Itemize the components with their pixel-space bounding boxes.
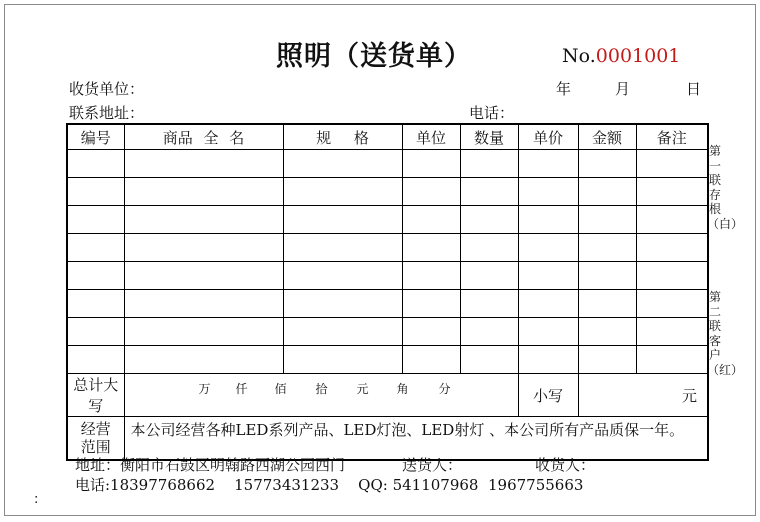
table-cell[interactable]: [402, 346, 460, 374]
table-cell[interactable]: [67, 318, 124, 346]
table-row: [67, 346, 708, 374]
copy-label-customer: 第二联客户（红）: [707, 290, 744, 377]
table-cell[interactable]: [636, 234, 708, 262]
table-row: [67, 262, 708, 290]
total-amount-field[interactable]: [124, 374, 518, 417]
col-header: 数量: [460, 124, 518, 150]
table-cell[interactable]: [124, 206, 283, 234]
document-title: 照明（送货单）: [276, 41, 472, 72]
total-row: [67, 374, 708, 417]
table-cell[interactable]: [518, 206, 578, 234]
small-amount-field[interactable]: 元: [578, 374, 708, 417]
table-cell[interactable]: [636, 262, 708, 290]
table-cell[interactable]: [636, 318, 708, 346]
table-cell[interactable]: [460, 178, 518, 206]
table-cell[interactable]: [518, 290, 578, 318]
small-label: 小写: [518, 374, 578, 417]
table-row: [67, 178, 708, 206]
table-cell[interactable]: [124, 346, 283, 374]
table-cell[interactable]: [636, 290, 708, 318]
table-cell[interactable]: [283, 178, 402, 206]
table-cell[interactable]: [283, 290, 402, 318]
table-cell[interactable]: [578, 206, 636, 234]
table-cell[interactable]: [518, 318, 578, 346]
col-header: 商品 全 名: [124, 124, 283, 150]
total-label: 总计大写: [67, 374, 124, 417]
serial-prefix: No.: [562, 45, 596, 67]
month-label: 月: [615, 80, 631, 98]
recipient-label: 收货单位：: [69, 80, 145, 98]
col-header: 单位: [402, 124, 460, 150]
table-cell[interactable]: [460, 346, 518, 374]
table-cell[interactable]: [402, 206, 460, 234]
table-cell[interactable]: [124, 290, 283, 318]
receiver-label: 收货人：: [535, 456, 596, 474]
scope-text: 本公司经营各种LED系列产品、LED灯泡、LED射灯 、本公司所有产品质保一年。: [124, 417, 708, 461]
scope-label-line: 范围: [80, 438, 111, 456]
table-cell[interactable]: [518, 262, 578, 290]
table-cell[interactable]: [67, 346, 124, 374]
table-cell[interactable]: [460, 318, 518, 346]
table-cell[interactable]: [124, 178, 283, 206]
table-cell[interactable]: [67, 290, 124, 318]
col-header: 规 格: [283, 124, 402, 150]
table-cell[interactable]: [518, 178, 578, 206]
unit-wan: 万: [198, 382, 211, 396]
col-header: 单价: [518, 124, 578, 150]
col-header: 编号: [67, 124, 124, 150]
table-cell[interactable]: [578, 290, 636, 318]
table-cell[interactable]: [283, 150, 402, 178]
table-row: [67, 150, 708, 178]
table-cell[interactable]: [124, 234, 283, 262]
unit-yuan: 元: [356, 382, 369, 396]
phone-label: 电话：: [469, 104, 515, 122]
table-cell[interactable]: [402, 150, 460, 178]
table-cell[interactable]: [636, 178, 708, 206]
table-cell[interactable]: [636, 206, 708, 234]
footer-phone-line: 电话:18397768662 15773431233 QQ: 541107968 1967755663: [75, 476, 584, 494]
corner-mark: :: [34, 492, 39, 507]
unit-jiao: 角: [396, 382, 409, 396]
day-label: 日: [686, 80, 702, 98]
table-cell[interactable]: [636, 150, 708, 178]
serial-value: 0001001: [595, 45, 681, 67]
unit-fen: 分: [438, 382, 451, 396]
table-cell[interactable]: [67, 206, 124, 234]
unit-shi: 拾: [315, 382, 328, 396]
copy-label-stub: 第一联存根（白）: [707, 144, 744, 231]
table-cell[interactable]: [124, 150, 283, 178]
table-cell[interactable]: [636, 346, 708, 374]
footer-address: 地址：衡阳市石鼓区明翰路西湖公园西门: [75, 456, 346, 474]
table-cell[interactable]: [518, 234, 578, 262]
table-cell[interactable]: [67, 234, 124, 262]
table-cell[interactable]: [124, 262, 283, 290]
col-header: 备注: [636, 124, 708, 150]
table-cell[interactable]: [578, 234, 636, 262]
table-cell[interactable]: [578, 150, 636, 178]
scope-label-line: 经营: [80, 420, 111, 438]
year-label: 年: [556, 80, 572, 98]
table-cell[interactable]: [460, 150, 518, 178]
table-cell[interactable]: [460, 290, 518, 318]
table-cell[interactable]: [283, 318, 402, 346]
col-header: 金额: [578, 124, 636, 150]
table-cell[interactable]: [578, 346, 636, 374]
unit-qian: 仟: [235, 382, 248, 396]
table-cell[interactable]: [578, 318, 636, 346]
table-cell[interactable]: [283, 206, 402, 234]
table-cell[interactable]: [460, 262, 518, 290]
table-cell[interactable]: [578, 262, 636, 290]
table-cell[interactable]: [283, 262, 402, 290]
table-row: [67, 206, 708, 234]
table-cell[interactable]: [460, 206, 518, 234]
table-cell[interactable]: [67, 262, 124, 290]
table-cell[interactable]: [518, 150, 578, 178]
table-cell[interactable]: [402, 318, 460, 346]
table-cell[interactable]: [283, 346, 402, 374]
table-cell[interactable]: [518, 346, 578, 374]
table-cell[interactable]: [460, 234, 518, 262]
address-label: 联系地址：: [69, 104, 145, 122]
table-cell[interactable]: [402, 234, 460, 262]
goods-table: [66, 123, 709, 461]
table-cell[interactable]: [578, 178, 636, 206]
table-row: [67, 318, 708, 346]
table-cell[interactable]: [283, 234, 402, 262]
table-cell[interactable]: [402, 262, 460, 290]
table-cell[interactable]: [402, 290, 460, 318]
table-cell[interactable]: [67, 150, 124, 178]
unit-bai: 佰: [274, 382, 287, 396]
table-row: [67, 290, 708, 318]
deliverer-label: 送货人：: [402, 456, 463, 474]
table-row: [67, 234, 708, 262]
table-header-row: [67, 124, 708, 150]
serial-number: [562, 45, 680, 67]
table-cell[interactable]: [124, 318, 283, 346]
table-cell[interactable]: [402, 178, 460, 206]
table-cell[interactable]: [67, 178, 124, 206]
